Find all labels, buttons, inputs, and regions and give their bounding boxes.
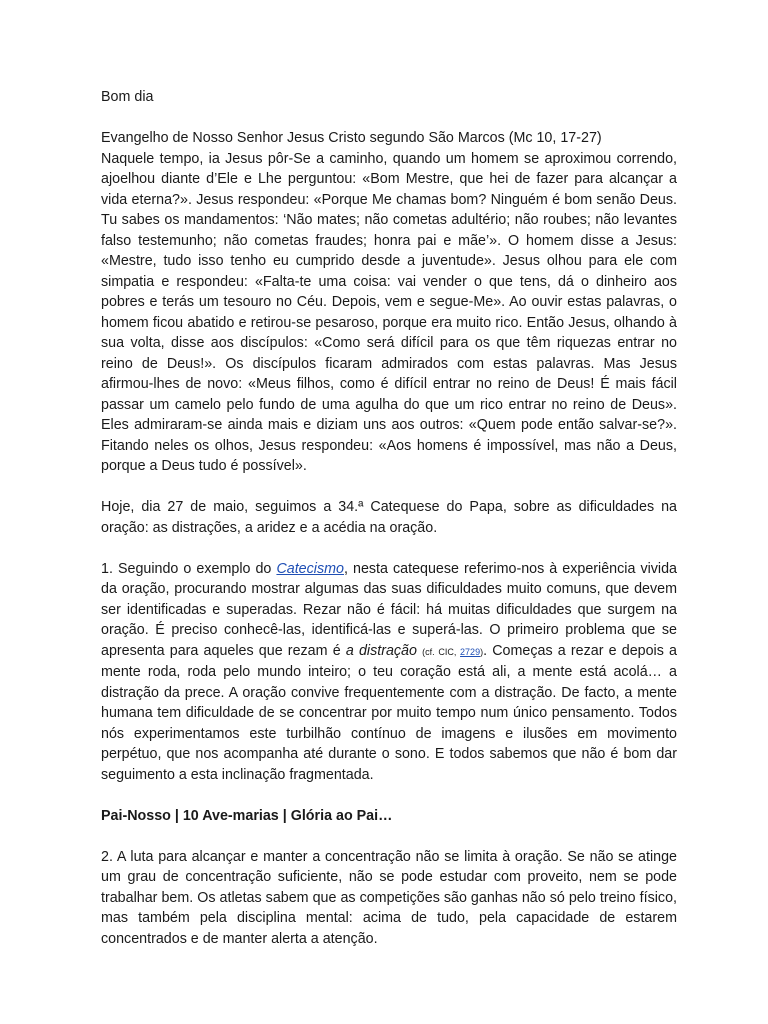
greeting: Bom dia xyxy=(101,89,154,105)
paragraph-gap xyxy=(101,785,677,806)
gospel-text: Naquele tempo, ia Jesus pôr-Se a caminho, quando um homem se aproximou correndo, ajoelhou diante d’Ele e Lhe perguntou: «Bom Mestre, que hei de fazer para alcançar a vida eterna?». Jesus respondeu: «Porque Me chamas bom? Ninguém é bom senão Deus. Tu sabes os mandamentos: ‘Não mates; não cometas adultério; não roubes; não levantes falso testemunho; não cometas fraudes; honra pai e mãe’». O homem disse a Jesus: «Mestre, tudo isso tenho eu cumprido desde a juventude». Jesus olhou para ele com simpatia e respondeu: «Falta-te uma coisa: vai vender o que tens, dá o dinheiro aos pobres e terás um tesouro no Céu. Depois, vem e segue-Me». Ao ouvir estas palavras, o homem ficou abatido e retirou-se pesaroso, porque era muito rico. Então Jesus, olhando à sua volta, disse aos discípulos: «Como será difícil para os que têm riquezas entrar no reino de Deus!». Os discípulos ficaram admirados com estas palavras. Mas Jesus afirmou-lhes de novo: «Meus filhos, como é difícil entrar no reino de Deus! É mais fácil passar um camelo pelo fundo de uma agulha do que um rico entrar no reino de Deus». Eles admiraram-se ainda mais e diziam uns aos outros: «Quem pode então salvar-se?». Fitando neles os olhos, Jesus respondeu: «Aos homens é impossível, mas não a Deus, porque a Deus tudo é possível». xyxy=(101,150,677,474)
paragraph-gap xyxy=(101,538,677,559)
catecismo-link[interactable]: Catecismo xyxy=(276,560,344,577)
cic-reference-prefix: (cf. CIC, xyxy=(422,646,461,657)
paragraph-1 xyxy=(101,559,677,786)
cic-reference xyxy=(422,647,483,657)
paragraph-1-end: . Começas a rezar e depois a mente roda, roda pelo mundo inteiro; o teu coração está ali, a mente está acolá… a distração da prece. A oração convive frequentemente com a distração. De facto, a mente humana tem dificuldade de se concentrar por muito tempo num único pensamento. Todos nós experimentamos este turbilhão contínuo de imagens e ilusões em movimento perpétuo, que nos acompanha até durante o sono. E todos sabemos que não é bom dar seguimento a esta inclinação fragmentada. xyxy=(101,642,678,783)
cic-reference-suffix: ) xyxy=(480,646,484,657)
gospel-title: Evangelho de Nosso Senhor Jesus Cristo segundo São Marcos (Mc 10, 17-27) xyxy=(101,130,602,146)
paragraph-gap xyxy=(101,477,677,498)
paragraph-gap xyxy=(101,108,677,129)
cic-2729-link[interactable]: 2729 xyxy=(460,646,481,657)
paragraph-gap xyxy=(101,826,677,847)
prayer-line: Pai-Nosso | 10 Ave-marias | Glória ao Pai… xyxy=(101,807,393,824)
paragraph-1-start: 1. Seguindo o exemplo do xyxy=(101,560,277,577)
paragraph-2: 2. A luta para alcançar e manter a concentração não se limita à oração. Se não se atinge um grau de concentração suficiente, não se pode estudar com proveito, nem se pode trabalhar bem. Os atletas sabem que as competições são ganhas não só pelo treino físico, mas também pela disciplina mental: acima de tudo, pela capacidade de estarem concentrados e de manter alerta a atenção. xyxy=(101,848,677,947)
intro-paragraph: Hoje, dia 27 de maio, seguimos a 34.ª Catequese do Papa, sobre as dificuldades na oração: as distrações, a aridez e a acédia na oração. xyxy=(101,499,677,536)
distraction-emphasis: a distração xyxy=(345,642,417,659)
paragraph-1-middle: , nesta catequese referimo-nos à experiência vivida da oração, procurando mostrar algumas das suas dificuldades muito comuns, que devem ser identificadas e superadas. Rezar não é fácil: há muitas dificuldades que surgem na oração. É preciso conhecê-las, identificá-las e superá-las. O primeiro problema que se apresenta para aqueles que rezam é xyxy=(101,560,677,659)
